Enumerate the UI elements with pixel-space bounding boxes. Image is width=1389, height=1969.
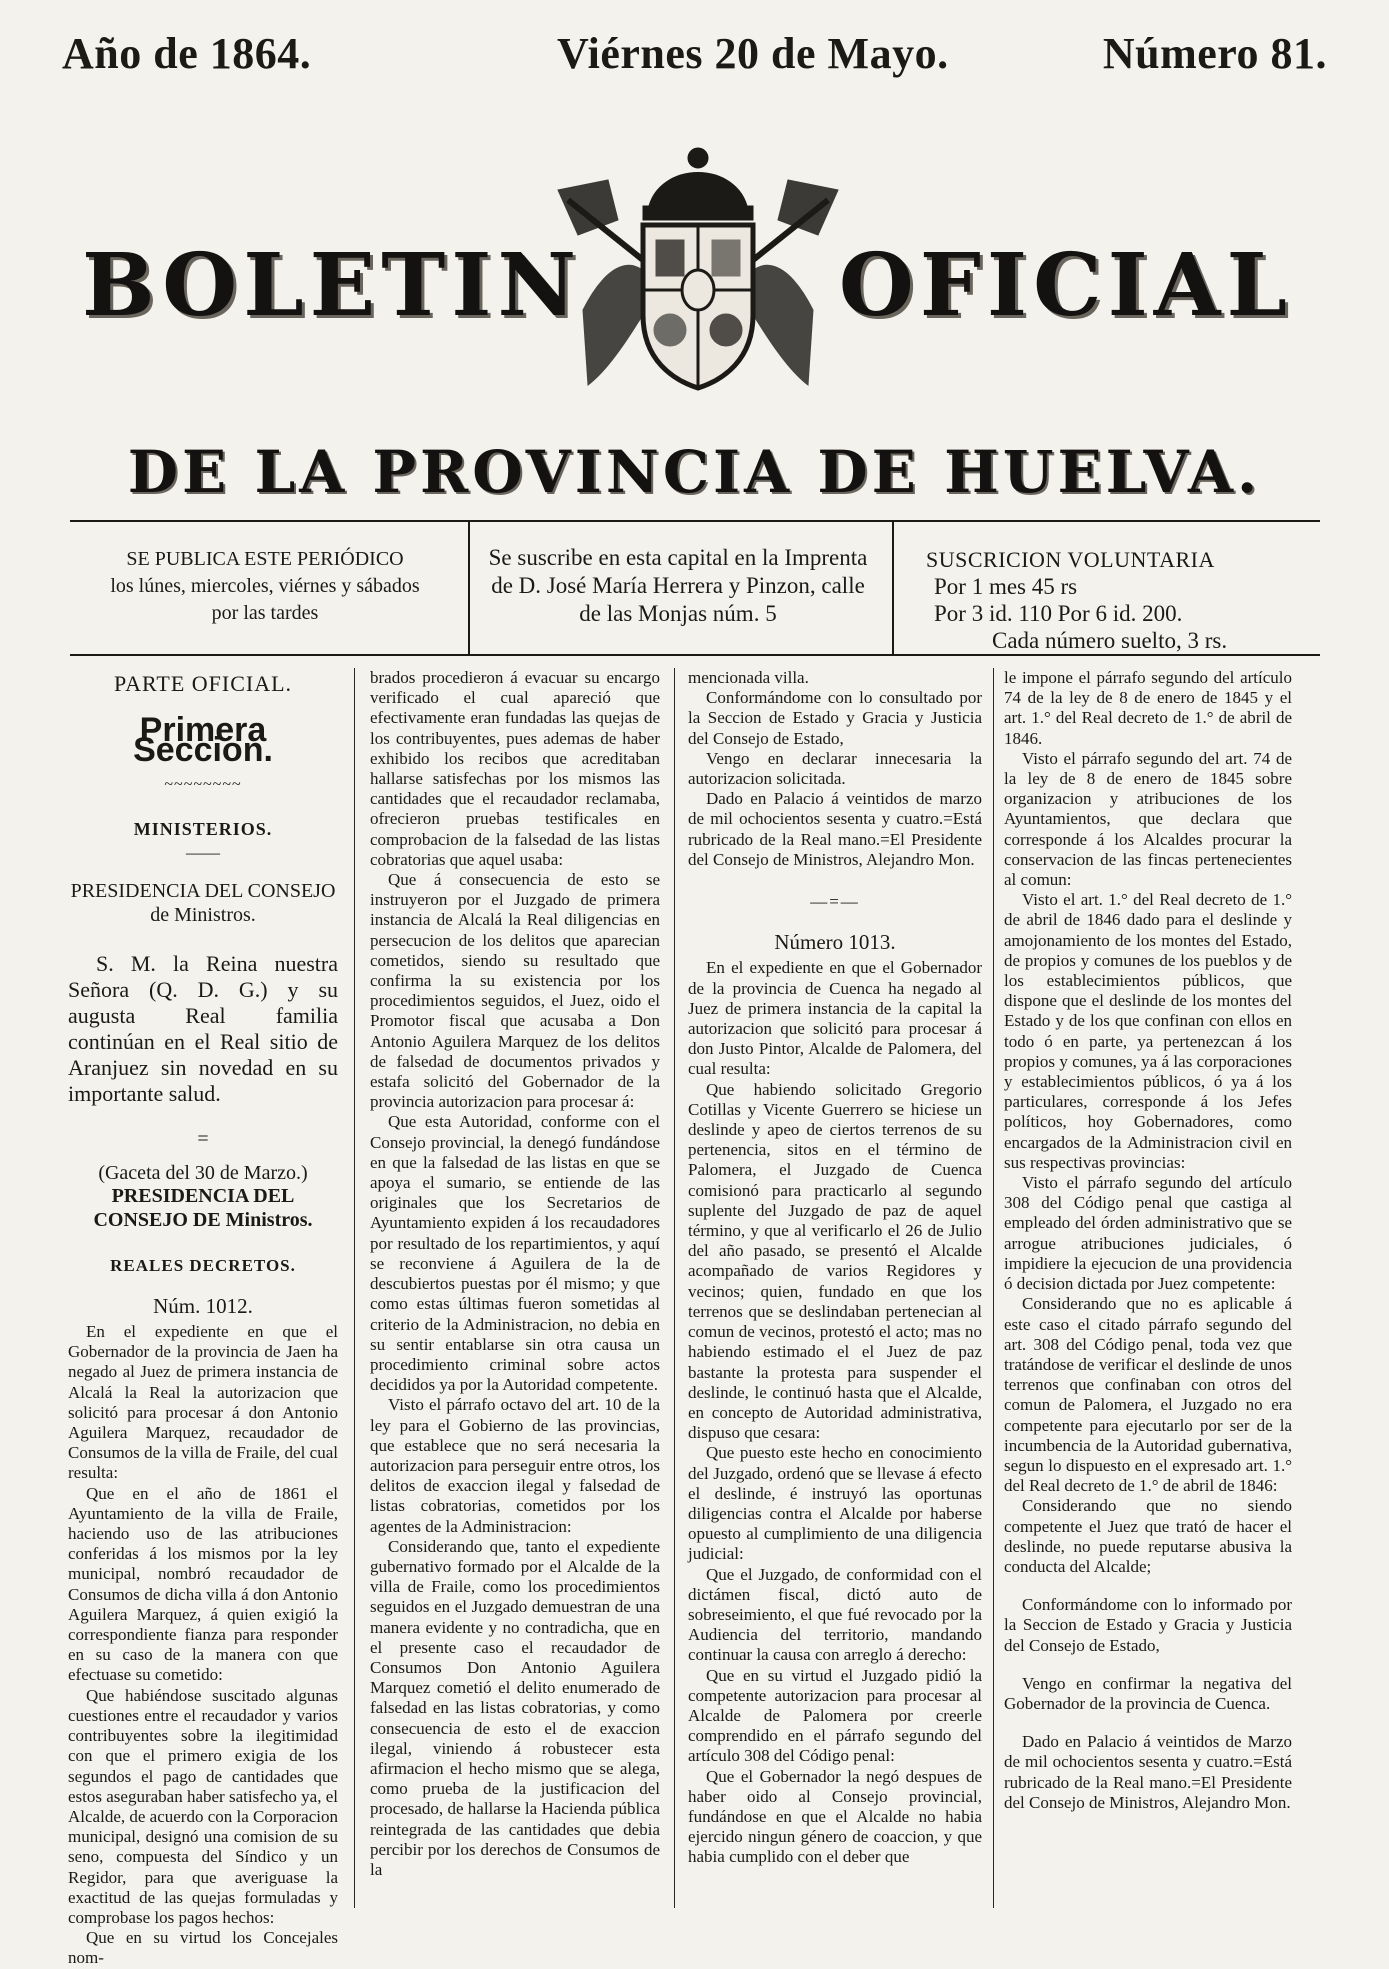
article-paragraph: Dado en Palacio á veintidos de marzo de mil ochocientos sesenta y cuatro.=Está rubricado de la Real mano.=El Presidente del Consejo de Ministros, Alejandro Mon. [688,789,982,869]
article-paragraph: Que habiendo solicitado Gregorio Cotillas y Vicente Guerrero se hiciese un deslinde y apeo de ciertos terrenos de su pertenencia, sitos en el término de Palomera, el Juzgado de Cuenca comisionó para practicarlo al segundo suplente del Juzgado de paz de aquel término, y que al verificarlo el 26 de Julio del año pasado, se presentó el Alcalde acompañado de varios Regidores y vecinos; quien, fundado en que los terrenos que se deslindaban pertenecian al comun de vecinos, protestó el acto; mas no habiendo estimado el el Juez de paz bastante la protesta para suspender el deslinde, le continuó hasta que el Alcalde, en concepto de Autoridad administrativa, dispuso que cesara: [688,1079,982,1443]
article-paragraph: Que en su virtud el Juzgado pidió la competente autorizacion para procesar al Alcalde de Palomera por creerle comprendido en el párrafo segundo del artículo 308 del Código penal: [688,1665,982,1766]
article-paragraph: Considerando que no es aplicable á este caso el citado párrafo segundo del art. 308 del Código penal, toda vez que tratándose de verificar el deslinde de unos terrenos que confinaban con otros del comun de Palomera, el Juzgado no era competente para ejecutarlo por ser de la incumbencia de la Autoridad gubernativa, segun lo dispuesto en el expresado art. 1.° del Real decreto de 1.° de abril de 1846: [1004,1294,1292,1496]
schedule-line: por las tardes [211,602,319,624]
article-paragraph: En el expediente en que el Gobernador de la provincia de Cuenca ha negado al Juez de primera instancia de la capital la autorizacion que solicitó para procesar á don Justo Pintor, Alcalde de Palomera, del cual resulta: [688,958,982,1079]
article-paragraph: Que en el año de 1861 el Ayuntamiento de la villa de Fraile, haciendo uso de las atribuciones conferidas á los mismos por la ley municipal, nombró recaudador de Consumos de dicha villa á don Antonio Aguilera Marquez, á quien exigió la correspondiente fianza para responder en su caso de la manera con que efectuase su cometido: [68,1483,338,1685]
subscription-address [468,522,888,674]
section-heading: PARTE OFICIAL. [113,671,293,696]
article-paragraph: Dado en Palacio á veintidos de Marzo de mil ochocientos sesenta y cuatro.=Está rubricado de la Real mano.=El Presidente del Consejo de Ministros, Alejandro Mon. [1004,1732,1292,1812]
issue-year: Año de 1864. [62,29,312,78]
column-divider [674,668,675,1908]
subscription-prices [898,522,1346,676]
publication-infobox [70,522,1320,652]
royal-coat-of-arms-icon [548,140,848,400]
equals-divider: = [197,1128,209,1151]
dash-divider: —— [186,843,220,863]
article-paragraph: Visto el art. 1.° del Real decreto de 1.° de abril de 1846 dado para el deslinde y amojonamiento de los montes del Estado, de propios y comunes de los pueblos y de los establecimientos públicos, que dispone que el deslinde de los montes del Estado y de los que confinan con ellos en todo ó en parte, ya pertenezcan á los propios y comunes, ya á las corporaciones y establecimientos públicos, ó ya á los particulares, corresponde á los Jefes políticos, hoy Gobernadores, como encargados de la Administracion civil en sus respectivas provincias: [1004,890,1292,1172]
article-paragraph: Visto el párrafo octavo del art. 10 de la ley para el Gobierno de las provincias, que establece que no será necesaria la autorizacion para perseguir entre otros, los delitos de exaccion ilegal y falsedad de listas cobratorias, cometidos por los agentes de la Administracion: [370,1395,660,1536]
decree-number: Núm. 1012. [153,1293,253,1318]
decree-number: Número 1013. [774,930,896,955]
price-line: Por 1 mes 45 rs [934,574,1078,599]
article-paragraph: Que el Gobernador la negó despues de haber oido al Consejo provincial, fundándose en que el Alcalde no habia ejercido ningun género de coaccion, y que habia cumplido con el deber que [688,1766,982,1867]
presidency-heading: PRESIDENCIA DEL CONSEJO DE Ministros. [93,1184,313,1231]
price-line: Cada número suelto, 3 rs. [992,628,1228,653]
price-line: Por 3 id. 110 Por 6 id. 200. [934,601,1183,626]
section-title: Primera Seccion. [133,711,273,770]
article-paragraph: Que habiéndose suscitado algunas cuestiones entre el recaudador y varios contribuyentes sobre la ilegitimidad con que el primero exigia de los segundos el pago de cantidades que estos aseguraban haber satisfecho ya, el Alcalde, de acuerdo con la Corporacion municipal, designó una comision de su seno, compuesta del Síndico y un Regidor, para que averiguase la exactitud de las quejas formuladas y comprobase los pagos hechos: [68,1685,338,1927]
gazette-source: (Gaceta del 30 de Marzo.) [98,1162,308,1185]
article-paragraph: Que en su virtud los Concejales nom- [68,1928,338,1968]
column-4 [1004,668,1292,1908]
article-paragraph: S. M. la Reina nuestra Señora (Q. D. G.) y su augusta Real familia continúan en el Real sitio de Aranjuez sin novedad en su importante salud. [68,951,338,1107]
issue-date: Viérnes 20 de Mayo. [557,29,949,78]
article-paragraph: Vengo en declarar innecesaria la autorizacion solicitada. [688,748,982,789]
issue-info-line [62,28,1327,88]
masthead-left-word: BOLETIN [82,235,583,336]
presidency-heading: PRESIDENCIA DEL CONSEJO de Ministros. [70,880,336,927]
article-paragraph: Visto el párrafo segundo del artículo 308 del Código penal que castiga al empleado del órden administrativo que se arrogue atribuciones judiciales, ó impidiere la ejecucion de una providencia ó decision dictada por Juez competente: [1004,1173,1292,1294]
prices-title: SUSCRICION VOLUNTARIA [926,547,1215,572]
column-1 [68,668,338,1968]
masthead-subtitle: DE LA PROVINCIA DE HUELVA. [127,438,1262,506]
decrees-heading: REALES DECRETOS. [110,1255,296,1275]
article-paragraph: Vengo en confirmar la negativa del Gobernador de la provincia de Cuenca. [1004,1673,1292,1713]
section-divider: —=— [810,892,860,912]
article-paragraph: Que el Juzgado, de conformidad con el dictámen fiscal, dictó auto de sobreseimiento, el que fué revocado por la Audiencia del territorio, mandando continuar la causa con arreglo á derecho: [688,1564,982,1665]
schedule-line: los lúnes, miercoles, viérnes y sábados [110,575,420,597]
issue-number: Número 81. [1102,29,1327,78]
article-paragraph: En el expediente en que el Gobernador de la provincia de Jaen ha negado al Juez de primera instancia de Alcalá la Real la autorizacion que solicitó para procesar á don Antonio Aguilera Marquez, recaudador de Consumos de la villa de Fraile, del cual resulta: [68,1322,338,1483]
publication-schedule [70,522,460,676]
article-paragraph: mencionada villa. [688,668,809,687]
schedule-line: SE PUBLICA ESTE PERIÓDICO [126,548,404,570]
article-paragraph: le impone el párrafo segundo del artículo 74 de la ley de 8 de enero de 1845 y el art. 1.° del Real decreto de 1.° de abril de 1846. [1004,668,1292,748]
column-divider [993,668,994,1908]
article-paragraph: Conformándome con lo consultado por la Seccion de Estado y Gracia y Justicia del Consejo de Estado, [688,688,982,748]
address-line: de las Monjas núm. 5 [579,601,777,626]
ornament-divider: ~~~~~~~~ [164,775,242,793]
masthead [0,140,1389,400]
infobox-bottom-rule [70,654,1320,656]
article-paragraph: Que á consecuencia de esto se instruyeron por el Juzgado de primera instancia de Alcalá la Real diligencias en persecucion de los delitos que aparecian cometidos, siendo su resultado que confirma la su existencia por los procedimientos seguidos, el Juez, oido el Promotor fiscal que acusaba a Don Antonio Aguilera Marquez de los delitos de falsedad de documentos privados y estafa solicitó del Gobernador de la provincia autorizacion para procesar á: [370,870,660,1112]
article-paragraph: Que esta Autoridad, conforme con el Consejo provincial, la denegó fundándose en que la falsedad de las listas en que se apoya el sumario, se entiende de las originales que los Secretarios de Ayuntamiento expiden á los recaudadores por resultado de los repartimientos, y aquí se reconviene á Aguilera de la de descubiertos puestas por él mismo; y que como estas últimas fueron sometidas al criterio de la Administracion, no debia en su sentir entablarse sin otra causa un procedimiento criminal sobre actos decididos ya por la Autoridad competente. [370,1112,660,1395]
ministry-heading: MINISTERIOS. [133,818,273,839]
address-line: Se suscribe en esta capital en la Imprenta [488,545,868,570]
article-paragraph: Considerando que no siendo competente el Juez que trató de hacer el deslinde, no puede reputarse abusiva la conducta del Alcalde; [1004,1496,1292,1576]
column-2 [370,668,660,1908]
article-paragraph: brados procedieron á evacuar su encargo verificado el cual apareció que efectivamente eran fundadas las quejas de los contribuyentes, pues ademas de haber exhibido los recibos que acreditaban hallarse satisfechas por los mismos las cantidades que el recaudador reclamaba, ofrecieron pruebas testificales en comprobacion de la falsedad de las listas cobratorias que aquel usaba: [370,668,660,869]
column-divider [354,668,355,1908]
article-paragraph: Que puesto este hecho en conocimiento del Juzgado, ordenó que se llevase á efecto el deslinde, é instruyó las oportunas diligencias contra el Alcalde por haberse opuesto al cumplimiento de una diligencia judicial: [688,1443,982,1564]
article-paragraph: Visto el párrafo segundo del art. 74 de la ley de 8 de enero de 1845 sobre organizacion y atribuciones de los Ayuntamientos, que declara que corresponde á los Alcaldes procurar la conservacion de las fincas pertenecientes al comun: [1004,748,1292,890]
address-line: de D. José María Herrera y Pinzon, calle [491,573,865,598]
masthead-right-word: OFICIAL [838,235,1293,336]
article-paragraph: Considerando que, tanto el expediente gubernativo formado por el Alcalde de la villa de Fraile, como los procedimientos seguidos en el Juzgado demuestran de una manera evidente y no contradicha, que en el presente caso el recaudador de Consumos Don Antonio Aguilera Marquez cometió el delito enumerado de falsedad en las listas cobratorias, y como consecuencia de esto el de exaccion ilegal, viniendo á robustecer esta afirmacion el hecho mismo que se alega, como prueba de la justificacion del procesado, de hallarse la Hacienda pública reintegrada de las cantidades que debia percibir por los derechos de Consumos de la [370,1536,660,1879]
article-paragraph: Conformándome con lo informado por la Seccion de Estado y Gracia y Justicia del Consejo de Estado, [1004,1595,1292,1655]
column-3 [688,668,982,1908]
